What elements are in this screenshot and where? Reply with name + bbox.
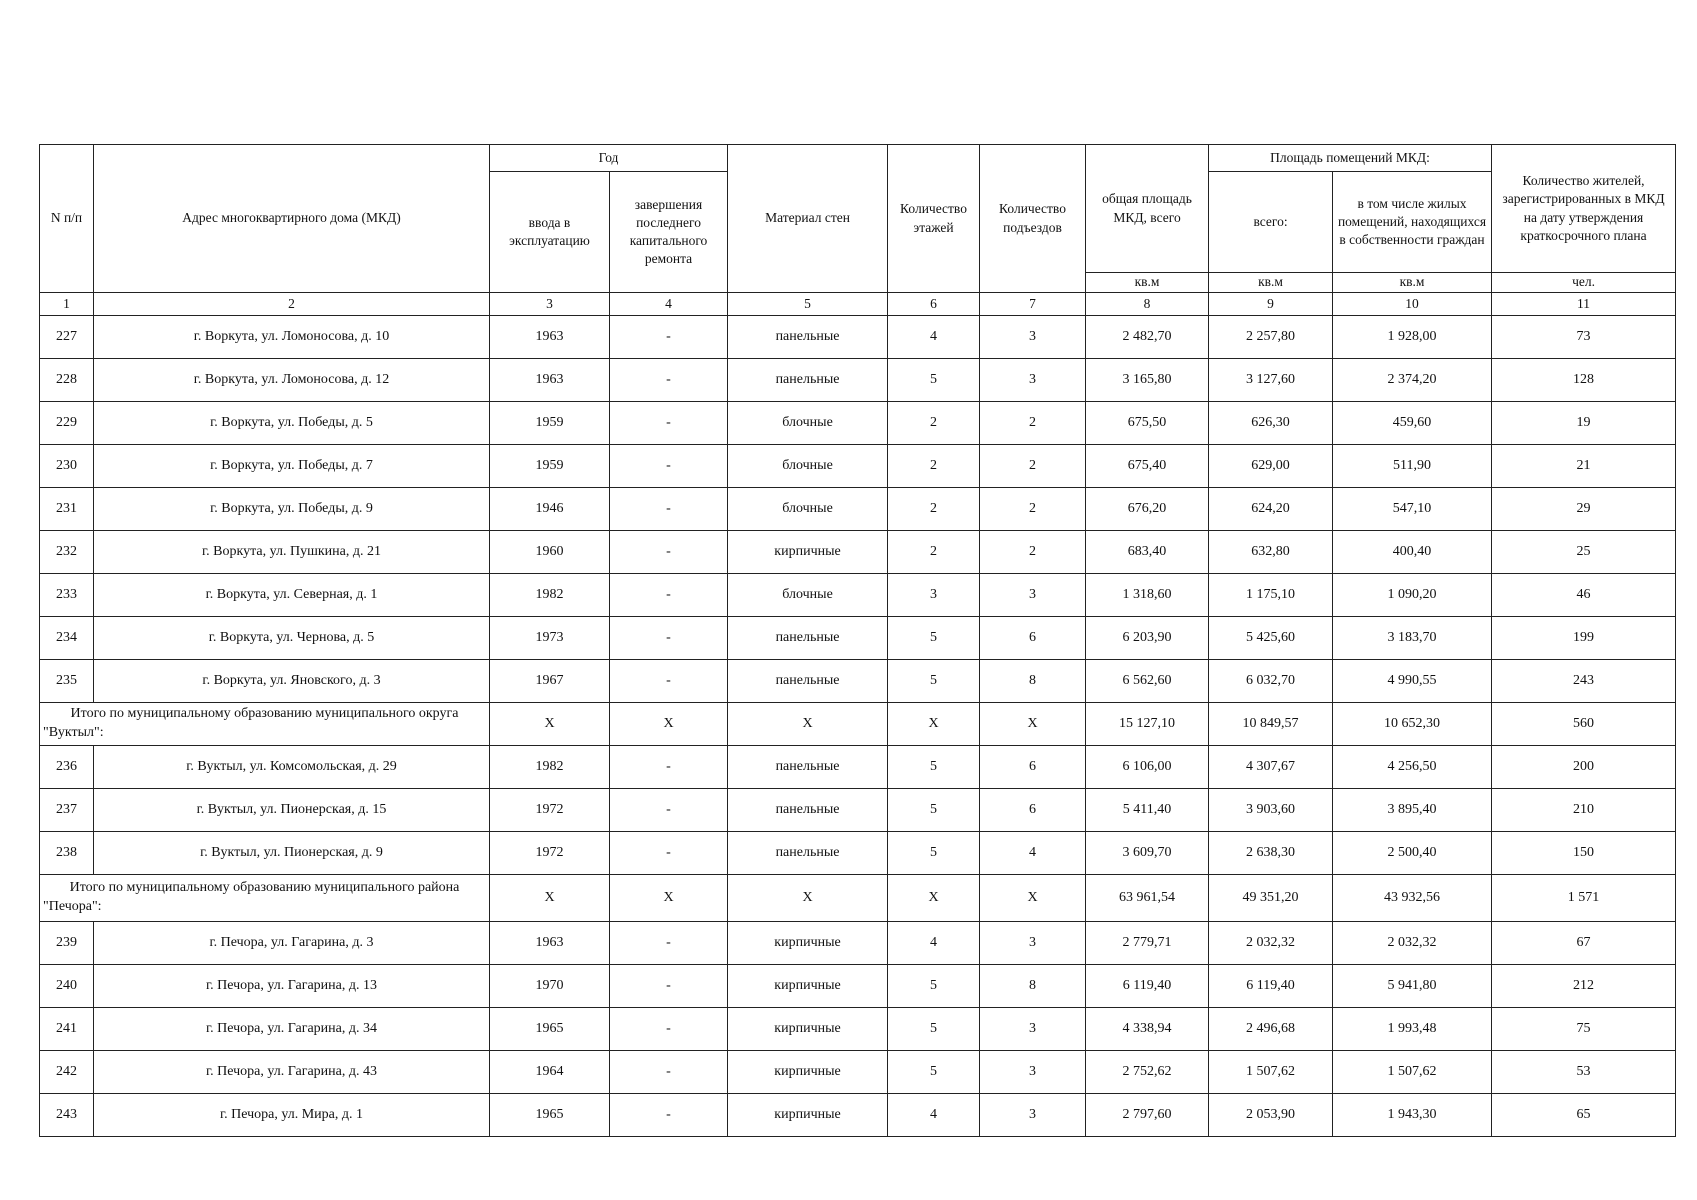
- table-body: [40, 316, 1676, 1137]
- cell-residents: 75: [1492, 1008, 1676, 1051]
- cell-year-commission: 1970: [490, 965, 610, 1008]
- cell-total-area: 676,20: [1086, 488, 1209, 531]
- cell-residents: 200: [1492, 746, 1676, 789]
- cell-residents: 199: [1492, 617, 1676, 660]
- cell-area-all: 10 849,57: [1209, 703, 1333, 746]
- cell-residents: 65: [1492, 1094, 1676, 1137]
- col-header-residents: Количество жителей, зарегистрированных в МКД на дату утверждения краткосрочного плана: [1492, 145, 1676, 273]
- cell-entrances: X: [980, 703, 1086, 746]
- cell-area-private: 1 943,30: [1333, 1094, 1492, 1137]
- cell-walls: панельные: [728, 617, 888, 660]
- column-number: 8: [1086, 293, 1209, 316]
- cell-year-commission: 1963: [490, 316, 610, 359]
- cell-area-all: 6 119,40: [1209, 965, 1333, 1008]
- cell-walls: панельные: [728, 746, 888, 789]
- cell-entrances: 8: [980, 965, 1086, 1008]
- cell-area-all: 4 307,67: [1209, 746, 1333, 789]
- cell-area-all: 6 032,70: [1209, 660, 1333, 703]
- col-header-area-group: Площадь помещений МКД:: [1209, 145, 1492, 172]
- cell-year-repair: -: [610, 832, 728, 875]
- cell-area-private: 511,90: [1333, 445, 1492, 488]
- cell-entrances: 3: [980, 1094, 1086, 1137]
- cell-year-commission: X: [490, 875, 610, 922]
- cell-area-all: 2 032,32: [1209, 922, 1333, 965]
- table-row: [40, 832, 1676, 875]
- cell-total-area: 675,50: [1086, 402, 1209, 445]
- cell-area-all: 2 638,30: [1209, 832, 1333, 875]
- cell-np: 232: [40, 531, 94, 574]
- cell-area-all: 626,30: [1209, 402, 1333, 445]
- cell-year-repair: -: [610, 746, 728, 789]
- cell-walls: блочные: [728, 488, 888, 531]
- cell-floors: 5: [888, 617, 980, 660]
- cell-area-all: 49 351,20: [1209, 875, 1333, 922]
- cell-year-commission: 1972: [490, 789, 610, 832]
- table-row: [40, 1008, 1676, 1051]
- table-row: [40, 746, 1676, 789]
- cell-entrances: 2: [980, 531, 1086, 574]
- cell-year-commission: 1973: [490, 617, 610, 660]
- cell-address: г. Воркута, ул. Победы, д. 7: [94, 445, 490, 488]
- cell-entrances: 3: [980, 316, 1086, 359]
- cell-year-commission: 1982: [490, 746, 610, 789]
- cell-total-area: 6 106,00: [1086, 746, 1209, 789]
- cell-area-private: 10 652,30: [1333, 703, 1492, 746]
- cell-np: 240: [40, 965, 94, 1008]
- col-header-year-group: Год: [490, 145, 728, 172]
- cell-walls: блочные: [728, 574, 888, 617]
- unit-area-all: кв.м: [1209, 273, 1333, 293]
- cell-floors: 5: [888, 660, 980, 703]
- cell-np: 236: [40, 746, 94, 789]
- table-row: [40, 660, 1676, 703]
- cell-residents: 210: [1492, 789, 1676, 832]
- cell-year-repair: -: [610, 1051, 728, 1094]
- cell-np: 237: [40, 789, 94, 832]
- cell-np: 231: [40, 488, 94, 531]
- cell-floors: 5: [888, 965, 980, 1008]
- table-row: [40, 965, 1676, 1008]
- cell-year-commission: 1964: [490, 1051, 610, 1094]
- cell-area-all: 2 053,90: [1209, 1094, 1333, 1137]
- cell-area-private: 1 993,48: [1333, 1008, 1492, 1051]
- cell-np: 229: [40, 402, 94, 445]
- cell-np: 243: [40, 1094, 94, 1137]
- cell-total-area: 2 752,62: [1086, 1051, 1209, 1094]
- cell-area-all: 2 496,68: [1209, 1008, 1333, 1051]
- subtotal-label: Итого по муниципальному образованию муниципального округа "Вуктыл":: [40, 703, 490, 746]
- cell-year-repair: -: [610, 488, 728, 531]
- cell-total-area: 5 411,40: [1086, 789, 1209, 832]
- cell-floors: 4: [888, 316, 980, 359]
- table-row: [40, 359, 1676, 402]
- cell-area-private: 2 032,32: [1333, 922, 1492, 965]
- cell-np: 239: [40, 922, 94, 965]
- cell-address: г. Воркута, ул. Яновского, д. 3: [94, 660, 490, 703]
- cell-floors: 5: [888, 1051, 980, 1094]
- cell-area-private: 400,40: [1333, 531, 1492, 574]
- cell-year-commission: 1982: [490, 574, 610, 617]
- cell-walls: X: [728, 703, 888, 746]
- cell-area-all: 1 175,10: [1209, 574, 1333, 617]
- subtotal-row: [40, 703, 1676, 746]
- cell-area-all: 3 127,60: [1209, 359, 1333, 402]
- cell-year-repair: -: [610, 922, 728, 965]
- cell-area-all: 3 903,60: [1209, 789, 1333, 832]
- cell-walls: панельные: [728, 789, 888, 832]
- cell-address: г. Вуктыл, ул. Пионерская, д. 15: [94, 789, 490, 832]
- cell-address: г. Печора, ул. Гагарина, д. 34: [94, 1008, 490, 1051]
- table-row: [40, 316, 1676, 359]
- table-row: [40, 531, 1676, 574]
- cell-floors: 4: [888, 922, 980, 965]
- cell-year-commission: 1972: [490, 832, 610, 875]
- column-number: 2: [94, 293, 490, 316]
- unit-area-private: кв.м: [1333, 273, 1492, 293]
- cell-residents: 1 571: [1492, 875, 1676, 922]
- column-number: 7: [980, 293, 1086, 316]
- cell-entrances: 3: [980, 359, 1086, 402]
- cell-year-repair: -: [610, 402, 728, 445]
- column-number: 4: [610, 293, 728, 316]
- cell-total-area: 6 562,60: [1086, 660, 1209, 703]
- cell-area-private: 3 895,40: [1333, 789, 1492, 832]
- cell-np: 228: [40, 359, 94, 402]
- cell-floors: 2: [888, 445, 980, 488]
- cell-floors: 5: [888, 359, 980, 402]
- col-header-address: Адрес многоквартирного дома (МКД): [94, 145, 490, 293]
- column-number: 9: [1209, 293, 1333, 316]
- cell-entrances: 3: [980, 1051, 1086, 1094]
- cell-year-repair: -: [610, 617, 728, 660]
- cell-total-area: 1 318,60: [1086, 574, 1209, 617]
- cell-area-all: 2 257,80: [1209, 316, 1333, 359]
- column-number: 6: [888, 293, 980, 316]
- cell-year-commission: 1963: [490, 359, 610, 402]
- cell-residents: 29: [1492, 488, 1676, 531]
- cell-floors: X: [888, 875, 980, 922]
- cell-address: г. Воркута, ул. Победы, д. 9: [94, 488, 490, 531]
- unit-total-area: кв.м: [1086, 273, 1209, 293]
- cell-year-commission: 1959: [490, 402, 610, 445]
- cell-residents: 25: [1492, 531, 1676, 574]
- col-header-year-commission: ввода в эксплуатацию: [490, 172, 610, 293]
- cell-walls: панельные: [728, 832, 888, 875]
- table-row: [40, 488, 1676, 531]
- cell-year-repair: -: [610, 359, 728, 402]
- table-row: [40, 789, 1676, 832]
- cell-total-area: 15 127,10: [1086, 703, 1209, 746]
- col-header-entrances: Количество подъездов: [980, 145, 1086, 293]
- cell-walls: кирпичные: [728, 1051, 888, 1094]
- cell-address: г. Печора, ул. Гагарина, д. 13: [94, 965, 490, 1008]
- cell-residents: 150: [1492, 832, 1676, 875]
- col-header-area-private: в том числе жилых помещений, находящихся в собственности граждан: [1333, 172, 1492, 273]
- cell-area-private: 2 374,20: [1333, 359, 1492, 402]
- cell-walls: кирпичные: [728, 531, 888, 574]
- cell-year-repair: -: [610, 445, 728, 488]
- cell-address: г. Воркута, ул. Ломоносова, д. 12: [94, 359, 490, 402]
- cell-entrances: 3: [980, 1008, 1086, 1051]
- table-row: [40, 922, 1676, 965]
- cell-entrances: 2: [980, 402, 1086, 445]
- cell-address: г. Печора, ул. Гагарина, д. 3: [94, 922, 490, 965]
- cell-year-repair: -: [610, 574, 728, 617]
- col-header-floors: Количество этажей: [888, 145, 980, 293]
- cell-year-commission: 1967: [490, 660, 610, 703]
- cell-area-private: 1 507,62: [1333, 1051, 1492, 1094]
- col-header-np: N п/п: [40, 145, 94, 293]
- cell-total-area: 4 338,94: [1086, 1008, 1209, 1051]
- cell-total-area: 2 779,71: [1086, 922, 1209, 965]
- cell-np: 227: [40, 316, 94, 359]
- cell-total-area: 3 609,70: [1086, 832, 1209, 875]
- cell-area-private: 4 990,55: [1333, 660, 1492, 703]
- cell-area-all: 1 507,62: [1209, 1051, 1333, 1094]
- cell-walls: кирпичные: [728, 965, 888, 1008]
- cell-year-repair: X: [610, 703, 728, 746]
- cell-address: г. Воркута, ул. Ломоносова, д. 10: [94, 316, 490, 359]
- cell-area-private: 1 928,00: [1333, 316, 1492, 359]
- cell-area-private: 43 932,56: [1333, 875, 1492, 922]
- cell-entrances: 4: [980, 832, 1086, 875]
- cell-total-area: 683,40: [1086, 531, 1209, 574]
- cell-area-private: 1 090,20: [1333, 574, 1492, 617]
- cell-entrances: 3: [980, 574, 1086, 617]
- table-header: [40, 145, 1676, 316]
- table-row: [40, 574, 1676, 617]
- cell-np: 242: [40, 1051, 94, 1094]
- housing-register-table: [39, 144, 1676, 1137]
- cell-area-private: 4 256,50: [1333, 746, 1492, 789]
- col-header-area-all: всего:: [1209, 172, 1333, 273]
- cell-np: 241: [40, 1008, 94, 1051]
- cell-year-commission: X: [490, 703, 610, 746]
- cell-total-area: 6 203,90: [1086, 617, 1209, 660]
- cell-floors: 5: [888, 1008, 980, 1051]
- cell-address: г. Печора, ул. Гагарина, д. 43: [94, 1051, 490, 1094]
- cell-year-repair: -: [610, 789, 728, 832]
- col-header-total-area: общая площадь МКД, всего: [1086, 145, 1209, 273]
- cell-floors: 4: [888, 1094, 980, 1137]
- cell-year-commission: 1959: [490, 445, 610, 488]
- table-row: [40, 1094, 1676, 1137]
- cell-address: г. Вуктыл, ул. Пионерская, д. 9: [94, 832, 490, 875]
- cell-residents: 128: [1492, 359, 1676, 402]
- cell-residents: 53: [1492, 1051, 1676, 1094]
- subtotal-row: [40, 875, 1676, 922]
- column-number-row: [40, 293, 1676, 316]
- table-row: [40, 445, 1676, 488]
- table-row: [40, 1051, 1676, 1094]
- cell-area-private: 3 183,70: [1333, 617, 1492, 660]
- cell-entrances: 8: [980, 660, 1086, 703]
- cell-total-area: 63 961,54: [1086, 875, 1209, 922]
- table-row: [40, 617, 1676, 660]
- cell-year-repair: X: [610, 875, 728, 922]
- cell-floors: X: [888, 703, 980, 746]
- cell-year-repair: -: [610, 965, 728, 1008]
- cell-floors: 5: [888, 789, 980, 832]
- cell-floors: 2: [888, 402, 980, 445]
- cell-entrances: 6: [980, 617, 1086, 660]
- cell-address: г. Воркута, ул. Победы, д. 5: [94, 402, 490, 445]
- cell-floors: 5: [888, 832, 980, 875]
- cell-residents: 212: [1492, 965, 1676, 1008]
- cell-area-all: 5 425,60: [1209, 617, 1333, 660]
- cell-area-all: 624,20: [1209, 488, 1333, 531]
- cell-residents: 67: [1492, 922, 1676, 965]
- cell-walls: кирпичные: [728, 1008, 888, 1051]
- cell-residents: 73: [1492, 316, 1676, 359]
- cell-address: г. Вуктыл, ул. Комсомольская, д. 29: [94, 746, 490, 789]
- cell-residents: 46: [1492, 574, 1676, 617]
- cell-area-all: 629,00: [1209, 445, 1333, 488]
- cell-entrances: 6: [980, 746, 1086, 789]
- cell-residents: 21: [1492, 445, 1676, 488]
- cell-floors: 2: [888, 488, 980, 531]
- unit-residents: чел.: [1492, 273, 1676, 293]
- cell-np: 234: [40, 617, 94, 660]
- cell-address: г. Воркута, ул. Северная, д. 1: [94, 574, 490, 617]
- cell-entrances: 6: [980, 789, 1086, 832]
- cell-np: 235: [40, 660, 94, 703]
- cell-year-repair: -: [610, 660, 728, 703]
- cell-year-commission: 1965: [490, 1094, 610, 1137]
- cell-entrances: 3: [980, 922, 1086, 965]
- cell-year-commission: 1965: [490, 1008, 610, 1051]
- column-number: 5: [728, 293, 888, 316]
- cell-np: 233: [40, 574, 94, 617]
- cell-address: г. Печора, ул. Мира, д. 1: [94, 1094, 490, 1137]
- cell-area-private: 459,60: [1333, 402, 1492, 445]
- cell-walls: кирпичные: [728, 1094, 888, 1137]
- cell-walls: панельные: [728, 316, 888, 359]
- cell-year-repair: -: [610, 1008, 728, 1051]
- cell-np: 238: [40, 832, 94, 875]
- cell-walls: панельные: [728, 660, 888, 703]
- col-header-walls: Материал стен: [728, 145, 888, 293]
- cell-area-private: 2 500,40: [1333, 832, 1492, 875]
- cell-floors: 5: [888, 746, 980, 789]
- cell-residents: 560: [1492, 703, 1676, 746]
- cell-floors: 2: [888, 531, 980, 574]
- cell-year-commission: 1946: [490, 488, 610, 531]
- cell-total-area: 6 119,40: [1086, 965, 1209, 1008]
- cell-total-area: 675,40: [1086, 445, 1209, 488]
- cell-entrances: 2: [980, 488, 1086, 531]
- cell-address: г. Воркута, ул. Чернова, д. 5: [94, 617, 490, 660]
- cell-walls: X: [728, 875, 888, 922]
- cell-address: г. Воркута, ул. Пушкина, д. 21: [94, 531, 490, 574]
- cell-year-repair: -: [610, 531, 728, 574]
- cell-residents: 19: [1492, 402, 1676, 445]
- cell-area-all: 632,80: [1209, 531, 1333, 574]
- cell-year-repair: -: [610, 316, 728, 359]
- cell-total-area: 2 797,60: [1086, 1094, 1209, 1137]
- cell-walls: панельные: [728, 359, 888, 402]
- cell-area-private: 5 941,80: [1333, 965, 1492, 1008]
- cell-entrances: X: [980, 875, 1086, 922]
- cell-walls: блочные: [728, 402, 888, 445]
- column-number: 11: [1492, 293, 1676, 316]
- cell-year-commission: 1960: [490, 531, 610, 574]
- cell-floors: 3: [888, 574, 980, 617]
- cell-walls: кирпичные: [728, 922, 888, 965]
- cell-area-private: 547,10: [1333, 488, 1492, 531]
- cell-year-commission: 1963: [490, 922, 610, 965]
- cell-total-area: 3 165,80: [1086, 359, 1209, 402]
- table-row: [40, 402, 1676, 445]
- cell-residents: 243: [1492, 660, 1676, 703]
- cell-year-repair: -: [610, 1094, 728, 1137]
- cell-np: 230: [40, 445, 94, 488]
- column-number: 10: [1333, 293, 1492, 316]
- column-number: 1: [40, 293, 94, 316]
- column-number: 3: [490, 293, 610, 316]
- col-header-year-repair: завершения последнего капитального ремонта: [610, 172, 728, 293]
- cell-walls: блочные: [728, 445, 888, 488]
- cell-entrances: 2: [980, 445, 1086, 488]
- subtotal-label: Итого по муниципальному образованию муниципального района "Печора":: [40, 875, 490, 922]
- cell-total-area: 2 482,70: [1086, 316, 1209, 359]
